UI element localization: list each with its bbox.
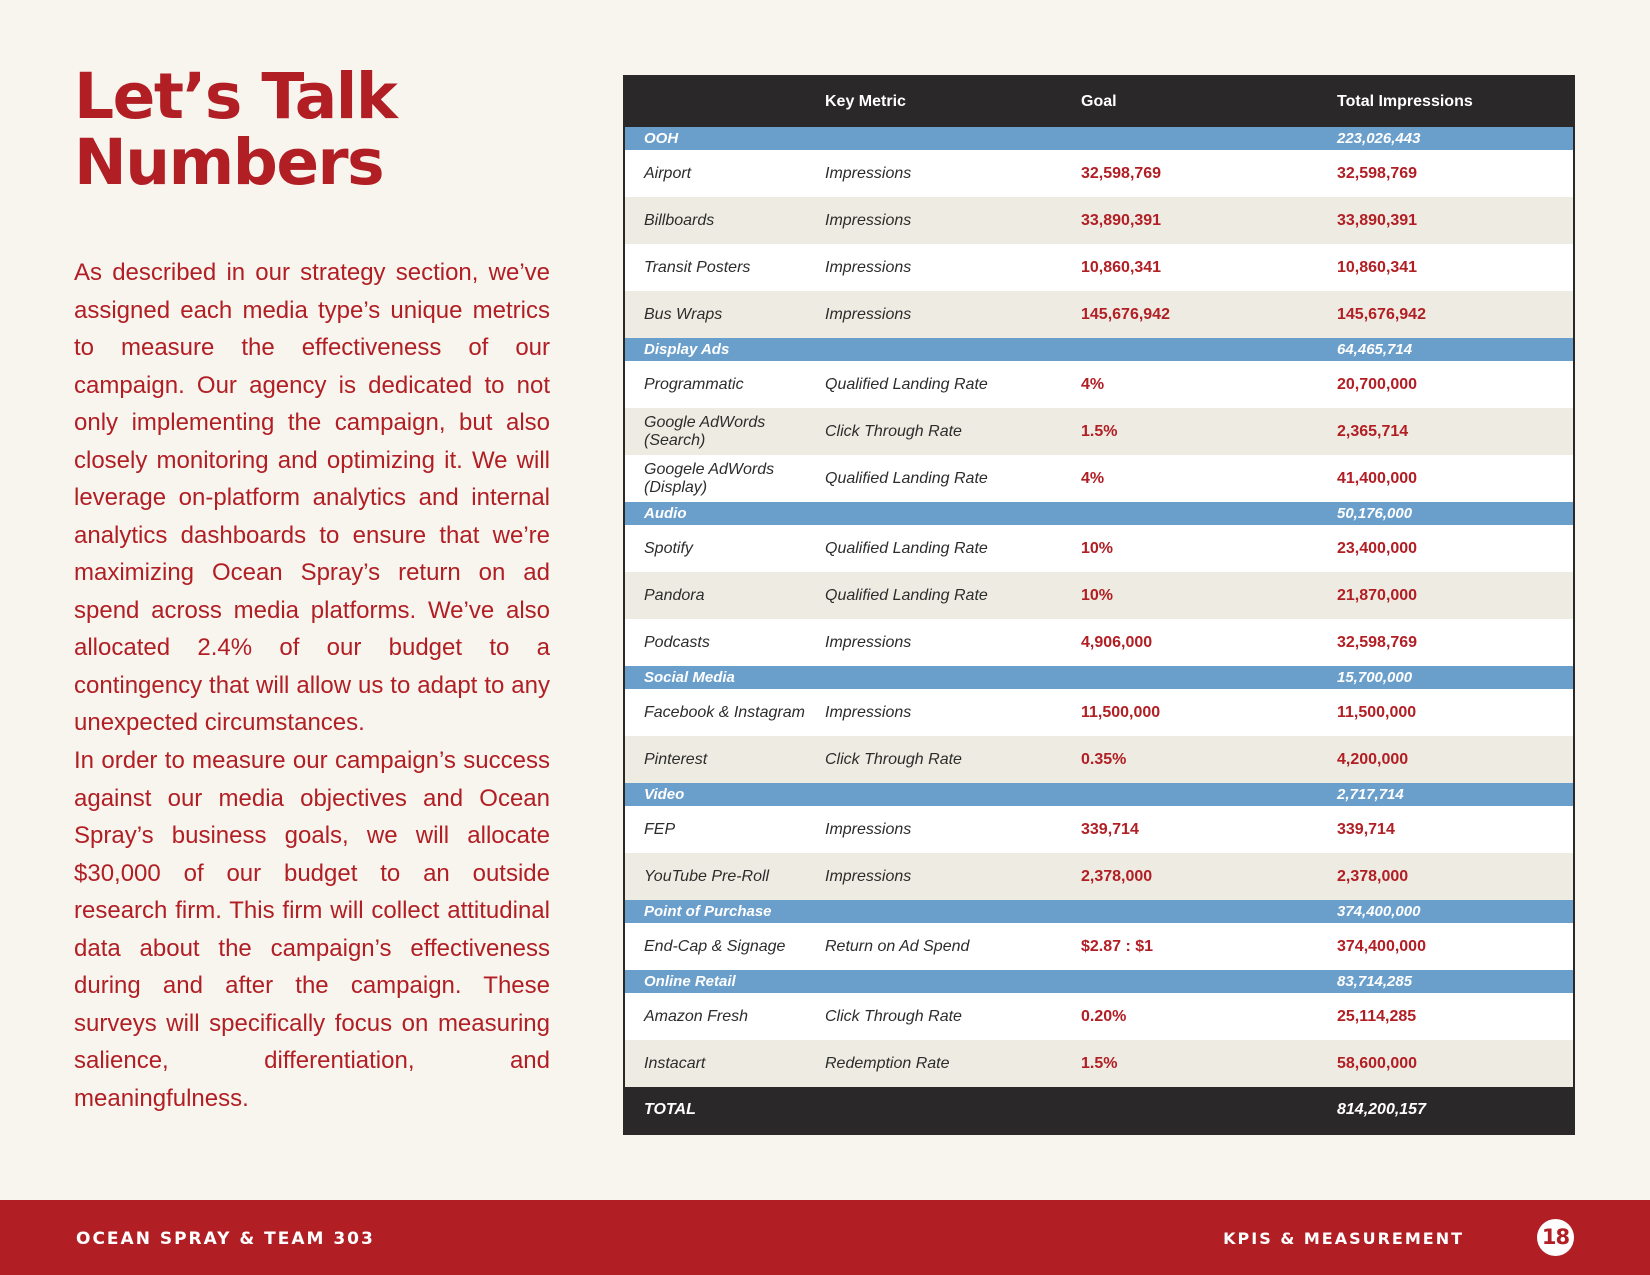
page-title-line-1: Let’s Talk: [74, 60, 397, 133]
table-header-row: [625, 77, 1573, 127]
cell-goal: 4,906,000: [1081, 633, 1153, 651]
section-name: OOH: [644, 130, 679, 147]
cell-goal: 1.5%: [1081, 422, 1118, 440]
cell-key-metric: Impressions: [825, 703, 912, 721]
header-key-metric: Key Metric: [825, 93, 906, 110]
section-row: [625, 970, 1573, 993]
table-row: [625, 736, 1573, 783]
cell-key-metric: Impressions: [825, 633, 912, 651]
table-row: [625, 1040, 1573, 1087]
cell-goal: 4%: [1081, 375, 1105, 393]
cell-impressions: 2,365,714: [1337, 422, 1409, 440]
cell-media: End-Cap & Signage: [644, 937, 786, 955]
cell-media: Bus Wraps: [644, 305, 723, 323]
table-row: [625, 455, 1573, 502]
cell-key-metric: Impressions: [825, 820, 912, 838]
cell-media: Amazon Fresh: [644, 1007, 749, 1025]
kpi-table: [623, 75, 1575, 1135]
cell-key-metric: Click Through Rate: [825, 750, 962, 768]
cell-key-metric: Redemption Rate: [825, 1054, 950, 1072]
table-row: [625, 572, 1573, 619]
cell-key-metric: Qualified Landing Rate: [825, 586, 988, 604]
cell-goal: 10,860,341: [1081, 258, 1162, 276]
table-row: [625, 923, 1573, 970]
cell-media: Airport: [644, 164, 692, 182]
cell-goal: 4%: [1081, 469, 1105, 487]
cell-impressions: 10,860,341: [1337, 258, 1418, 276]
cell-impressions: 41,400,000: [1337, 469, 1418, 487]
cell-impressions: 23,400,000: [1337, 539, 1418, 557]
cell-impressions: 33,890,391: [1337, 211, 1418, 229]
cell-key-metric: Impressions: [825, 211, 912, 229]
cell-key-metric: Qualified Landing Rate: [825, 469, 988, 487]
total-value: 814,200,157: [1337, 1101, 1426, 1118]
section-row: [625, 127, 1573, 150]
section-name: Audio: [644, 505, 687, 522]
research-paragraph: In order to measure our campaign’s success against our media objectives and Ocean Spray’s business goals, we will allocate $30,000 of our budget to an outside research firm. This firm will collect attitudinal data about the campaign’s effectiveness during and after the campaign. These surveys will specifically focus on measuring salience, differentiation, and meaningfulness.: [74, 747, 550, 1112]
table-row: [625, 361, 1573, 408]
section-name: Video: [644, 786, 685, 803]
section-total: 64,465,714: [1337, 341, 1413, 358]
cell-impressions: 25,114,285: [1337, 1007, 1417, 1025]
total-label: TOTAL: [644, 1101, 696, 1118]
cell-impressions: 21,870,000: [1337, 586, 1418, 604]
cell-goal: 145,676,942: [1081, 305, 1170, 323]
section-name: Online Retail: [644, 973, 736, 990]
table-row: [625, 993, 1573, 1040]
section-row: [625, 783, 1573, 806]
cell-media: Podcasts: [644, 633, 710, 651]
table-row: [625, 244, 1573, 291]
cell-media: Facebook & Instagram: [644, 703, 805, 721]
section-total: 15,700,000: [1337, 669, 1413, 686]
cell-media: Pinterest: [644, 750, 708, 768]
cell-goal: 10%: [1081, 586, 1114, 604]
cell-goal: 2,378,000: [1081, 867, 1153, 885]
cell-goal: 32,598,769: [1081, 164, 1162, 182]
page-number-badge: 18: [1537, 1219, 1574, 1256]
cell-media: Instacart: [644, 1054, 706, 1072]
section-total: 2,717,714: [1337, 786, 1404, 803]
footer-bar: [0, 1200, 1650, 1275]
cell-media: Googele AdWords (Display): [644, 460, 775, 496]
table-body: [625, 127, 1573, 1087]
section-name: Display Ads: [644, 341, 730, 358]
cell-media: Spotify: [644, 539, 693, 557]
cell-media: Pandora: [644, 586, 705, 604]
footer-brand: OCEAN SPRAY & TEAM 303: [76, 1229, 375, 1249]
cell-impressions: 32,598,769: [1337, 164, 1418, 182]
cell-goal: 33,890,391: [1081, 211, 1162, 229]
table-row: [625, 853, 1573, 900]
section-total: 223,026,443: [1337, 130, 1421, 147]
cell-impressions: 145,676,942: [1337, 305, 1426, 323]
cell-key-metric: Impressions: [825, 164, 912, 182]
section-name: Social Media: [644, 669, 735, 686]
section-total: 50,176,000: [1337, 505, 1413, 522]
cell-impressions: 58,600,000: [1337, 1054, 1418, 1072]
cell-impressions: 4,200,000: [1337, 750, 1409, 768]
cell-impressions: 32,598,769: [1337, 633, 1418, 651]
cell-media: Transit Posters: [644, 258, 751, 276]
cell-goal: 0.20%: [1081, 1007, 1127, 1025]
section-row: [625, 338, 1573, 361]
cell-impressions: 374,400,000: [1337, 937, 1426, 955]
cell-key-metric: Qualified Landing Rate: [825, 375, 988, 393]
cell-key-metric: Return on Ad Spend: [825, 937, 970, 955]
table-row: [625, 150, 1573, 197]
table-row: [625, 525, 1573, 572]
cell-key-metric: Click Through Rate: [825, 422, 962, 440]
table-row: [625, 408, 1573, 455]
cell-key-metric: Impressions: [825, 867, 912, 885]
cell-key-metric: Impressions: [825, 305, 912, 323]
section-total: 83,714,285: [1337, 973, 1413, 990]
cell-key-metric: Qualified Landing Rate: [825, 539, 988, 557]
cell-media: YouTube Pre-Roll: [644, 867, 770, 885]
table-row: [625, 197, 1573, 244]
table-row: [625, 619, 1573, 666]
table-row: [625, 291, 1573, 338]
page-title: [74, 60, 574, 199]
section-name: Point of Purchase: [644, 903, 772, 920]
table-row: [625, 806, 1573, 853]
section-row: [625, 666, 1573, 689]
cell-goal: 339,714: [1081, 820, 1139, 838]
cell-impressions: 2,378,000: [1337, 867, 1409, 885]
cell-goal: 11,500,000: [1081, 703, 1161, 721]
section-total: 374,400,000: [1337, 903, 1421, 920]
page-title-line-2: Numbers: [74, 126, 384, 199]
cell-goal: $2.87 : $1: [1081, 937, 1154, 955]
intro-paragraph: As described in our strategy section, we’ve assigned each media type’s unique metrics to measure the effectiveness of our campaign. Our agency is dedicated to not only implementing the campaign, but also closely monitoring and optimizing it. We will leverage on-platform analytics and internal analytics dashboards to ensure that we’re maximizing Ocean Spray’s return on ad spend across media platforms. We’ve also allocated 2.4% of our budget to a contingency that will allow us to adapt to any unexpected circumstances.: [74, 259, 550, 736]
header-total-impressions: Total Impressions: [1337, 93, 1473, 110]
cell-impressions: 20,700,000: [1337, 375, 1418, 393]
cell-key-metric: Click Through Rate: [825, 1007, 962, 1025]
cell-goal: 10%: [1081, 539, 1114, 557]
cell-key-metric: Impressions: [825, 258, 912, 276]
table-row: [625, 689, 1573, 736]
cell-media: Billboards: [644, 211, 715, 229]
cell-impressions: 11,500,000: [1337, 703, 1417, 721]
footer-section-name: KPIS & MEASUREMENT: [1223, 1229, 1464, 1248]
section-row: [625, 900, 1573, 923]
cell-media: Programmatic: [644, 375, 744, 393]
header-goal: Goal: [1081, 93, 1117, 110]
cell-impressions: 339,714: [1337, 820, 1395, 838]
cell-goal: 0.35%: [1081, 750, 1127, 768]
table-total-row: [625, 1087, 1573, 1133]
cell-goal: 1.5%: [1081, 1054, 1118, 1072]
cell-media: Google AdWords (Search): [644, 413, 766, 449]
cell-media: FEP: [644, 820, 676, 838]
section-row: [625, 502, 1573, 525]
